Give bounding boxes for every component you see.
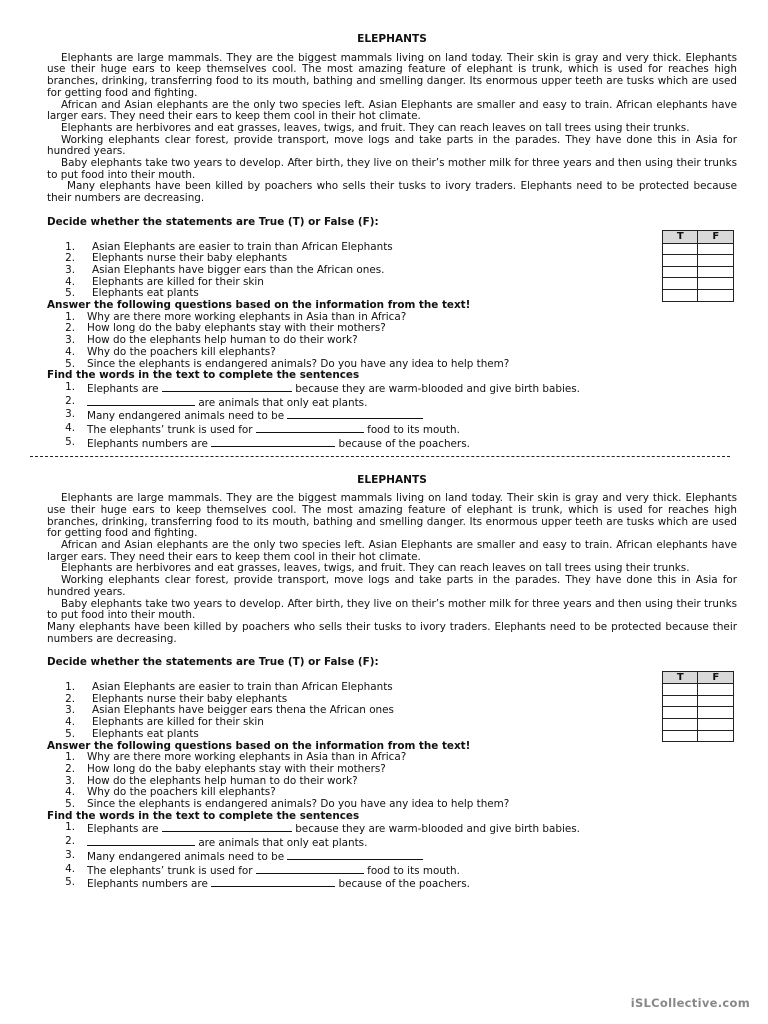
questions-instruction: Answer the following questions based on the information from the text!	[47, 739, 471, 752]
item-text: Asian Elephants are easier to train than African Elephants	[92, 681, 393, 694]
item-number: 1.	[65, 380, 75, 393]
true-false-table	[662, 671, 734, 743]
answer-blank[interactable]	[162, 382, 292, 392]
item-text: Many endangered animals need to be	[87, 850, 285, 863]
list-item	[47, 382, 737, 396]
worksheet-copy-1	[47, 34, 737, 451]
tf-statements	[47, 242, 737, 301]
list-item	[47, 423, 737, 437]
paragraph-diet: Elephants are herbivores and eat grasses, leaves, twigs, and fruit. They can reach leaves on tall trees using their trunks.	[61, 121, 690, 134]
fill-in-list	[47, 822, 737, 891]
tf-cell[interactable]	[698, 255, 734, 267]
item-text: Asian Elephants are easier to train than African Elephants	[92, 240, 393, 253]
item-number: 4.	[65, 862, 75, 875]
tf-header-false: F	[698, 231, 734, 244]
paragraph-working: Working elephants clear forest, provide transport, move logs and take parts in the parades. They have done this in Asia for hundred years.	[47, 574, 737, 598]
item-number: 5.	[65, 357, 75, 370]
item-number: 3.	[65, 408, 75, 421]
questions-instruction: Answer the following questions based on the information from the text!	[47, 299, 471, 312]
paragraph-diet: Elephants are herbivores and eat grasses, leaves, twigs, and fruit. They can reach leaves on tall trees using their trunks.	[61, 562, 690, 575]
list-item	[47, 265, 737, 277]
tf-statements	[47, 682, 737, 741]
paragraph-babies: Baby elephants take two years to develop. After birth, they live on their’s mother milk for three years and then using their trunks to put food into their mouth.	[47, 597, 737, 622]
item-number: 5.	[65, 798, 75, 811]
tf-cell[interactable]	[698, 243, 734, 255]
item-number: 1.	[65, 681, 75, 694]
item-number: 2.	[65, 835, 75, 848]
item-number: 2.	[65, 762, 75, 775]
worksheet-title: ELEPHANTS	[357, 473, 427, 486]
true-false-table	[662, 230, 734, 302]
item-number: 1.	[65, 751, 75, 764]
answer-blank[interactable]	[287, 850, 423, 860]
paragraph-intro: Elephants are large mammals. They are the biggest mammals living on land today. Their skin is gray and very thick. Elephants use their huge ears to keep themselves cool. The most amazing feature of elephant is trunk, which is used for reaches high branches, drinking, transferring food to its mouth, bathing and smelling danger. Its enormous upper teeth are tusks which are used for getting food and fighting.	[47, 492, 737, 540]
worksheet-copy-2	[47, 475, 737, 892]
item-text: Elephants eat plants	[92, 727, 199, 740]
tf-cell[interactable]	[698, 266, 734, 278]
tf-cell[interactable]	[698, 695, 734, 707]
tf-cell[interactable]	[698, 730, 734, 742]
item-text: because they are warm-blooded and give birth babies.	[295, 823, 580, 836]
item-text: Many endangered animals need to be	[87, 410, 285, 423]
item-text: because of the poachers.	[338, 878, 470, 891]
item-text: are animals that only eat plants.	[198, 837, 368, 850]
tf-cell[interactable]	[698, 684, 734, 696]
item-text: food to its mouth.	[367, 864, 460, 877]
answer-blank[interactable]	[162, 822, 292, 832]
list-item	[47, 409, 737, 423]
item-number: 2.	[65, 252, 75, 265]
item-text: Since the elephants is endangered animals? Do you have any idea to help them?	[87, 357, 510, 370]
tf-cell[interactable]	[663, 684, 698, 696]
tf-cell[interactable]	[698, 718, 734, 730]
item-number: 3.	[65, 334, 75, 347]
list-item	[47, 396, 737, 410]
answer-blank[interactable]	[287, 409, 423, 419]
tf-header-false: F	[698, 671, 734, 684]
list-item	[47, 822, 737, 836]
paragraph-species: African and Asian elephants are the only two species left. Asian Elephants are smaller and easy to train. African elephants have larger ears. They need their ears to keep them cool in their hot climate.	[47, 98, 737, 123]
item-text: because they are warm-blooded and give birth babies.	[295, 382, 580, 395]
item-text: Elephants numbers are	[87, 437, 208, 450]
answer-blank[interactable]	[87, 396, 195, 406]
item-text: food to its mouth.	[367, 424, 460, 437]
item-number: 4.	[65, 716, 75, 729]
paragraph-babies: Baby elephants take two years to develop. After birth, they live on their’s mother milk for three years and then using their trunks to put food into their mouth.	[47, 157, 737, 181]
tf-cell[interactable]	[663, 707, 698, 719]
list-item	[47, 864, 737, 878]
item-text: Why are there more working elephants in Asia than in Africa?	[87, 751, 407, 764]
item-number: 5.	[65, 727, 75, 740]
tf-header-true: T	[663, 231, 698, 244]
item-text: Elephants nurse their baby elephants	[92, 252, 288, 265]
item-text: Elephants are	[87, 382, 159, 395]
item-text: Elephants are killed for their skin	[92, 275, 264, 288]
tf-cell[interactable]	[663, 266, 698, 278]
questions-list	[47, 312, 737, 371]
paragraph-poachers: Many elephants have been killed by poachers who sells their tusks to ivory traders. Elephants need to be protected because their numbers are decreasing.	[47, 180, 737, 205]
tf-cell[interactable]	[663, 695, 698, 707]
item-text: Elephants are killed for their skin	[92, 716, 264, 729]
cut-line-divider	[30, 456, 730, 457]
list-item	[47, 682, 737, 694]
list-item	[47, 877, 737, 891]
item-text: Why are there more working elephants in Asia than in Africa?	[87, 310, 407, 323]
item-number: 4.	[65, 422, 75, 435]
fill-in-list	[47, 382, 737, 451]
item-number: 5.	[65, 876, 75, 889]
item-number: 1.	[65, 821, 75, 834]
answer-blank[interactable]	[211, 877, 335, 887]
item-text: because of the poachers.	[338, 437, 470, 450]
item-text: Elephants are	[87, 823, 159, 836]
item-number: 3.	[65, 704, 75, 717]
tf-instruction: Decide whether the statements are True (T) or False (F):	[47, 215, 379, 228]
item-number: 5.	[65, 287, 75, 300]
answer-blank[interactable]	[256, 423, 364, 433]
tf-cell[interactable]	[663, 255, 698, 267]
fill-instruction: Find the words in the text to complete the sentences	[47, 369, 360, 382]
answer-blank[interactable]	[256, 864, 364, 874]
item-number: 3.	[65, 774, 75, 787]
paragraph-poachers: Many elephants have been killed by poachers who sells their tusks to ivory traders. Elephants need to be protected because their numbers are decreasing.	[47, 620, 737, 645]
paragraph-working: Working elephants clear forest, provide transport, move logs and take parts in the parades. They have done this in Asia for hundred years.	[47, 133, 737, 158]
tf-instruction: Decide whether the statements are True (T) or False (F):	[47, 656, 379, 669]
list-item	[47, 437, 737, 451]
item-number: 4.	[65, 786, 75, 799]
answer-blank[interactable]	[87, 836, 195, 846]
item-number: 4.	[65, 275, 75, 288]
item-number: 1.	[65, 240, 75, 253]
item-number: 5.	[65, 435, 75, 448]
item-number: 4.	[65, 345, 75, 358]
item-text: are animals that only eat plants.	[198, 396, 368, 409]
list-item	[47, 836, 737, 850]
item-number: 1.	[65, 310, 75, 323]
item-number: 3.	[65, 263, 75, 276]
item-text: How long do the baby elephants stay with their mothers?	[87, 762, 386, 775]
item-text: Asian Elephants have beigger ears thena the African ones	[92, 704, 394, 717]
item-text: Asian Elephants have bigger ears than the African ones.	[92, 263, 385, 276]
tf-cell[interactable]	[663, 718, 698, 730]
tf-cell[interactable]	[698, 278, 734, 290]
worksheet-title: ELEPHANTS	[357, 33, 427, 45]
tf-cell[interactable]	[663, 290, 698, 302]
item-text: Elephants nurse their baby elephants	[92, 692, 288, 705]
item-number: 2.	[65, 692, 75, 705]
list-item	[47, 347, 737, 359]
tf-cell[interactable]	[663, 243, 698, 255]
item-text: Since the elephants is endangered animals? Do you have any idea to help them?	[87, 798, 510, 811]
item-text: How long do the baby elephants stay with their mothers?	[87, 322, 386, 335]
item-number: 2.	[65, 322, 75, 335]
item-text: The elephants’ trunk is used for	[87, 864, 253, 877]
item-number: 2.	[65, 394, 75, 407]
site-watermark: iSLCollective.com	[630, 996, 750, 1011]
questions-list	[47, 752, 737, 811]
tf-header-true: T	[663, 671, 698, 684]
tf-cell[interactable]	[698, 290, 734, 302]
paragraph-species: African and Asian elephants are the only two species left. Asian Elephants are smaller and easy to train. African elephants have larger ears. They need their ears to keep them cool in their hot climate.	[47, 539, 737, 563]
item-text: Elephants numbers are	[87, 878, 208, 891]
paragraph-intro: Elephants are large mammals. They are the biggest mammals living on land today. Their skin is gray and very thick. Elephants use their huge ears to keep themselves cool. The most amazing feature of elephant is trunk, which is used for reaches high branches, drinking, transferring food to its mouth, bathing and smelling danger. Its enormous upper teeth are tusks which are used for getting food and fighting.	[47, 51, 737, 99]
item-text: Why do the poachers kill elephants?	[87, 345, 276, 358]
item-text: The elephants’ trunk is used for	[87, 424, 253, 437]
worksheet-page	[47, 34, 737, 891]
fill-instruction: Find the words in the text to complete the sentences	[47, 809, 360, 822]
item-text: Why do the poachers kill elephants?	[87, 786, 276, 799]
item-text: Elephants eat plants	[92, 287, 199, 300]
list-item	[47, 729, 737, 741]
list-item	[47, 850, 737, 864]
tf-cell[interactable]	[663, 278, 698, 290]
tf-cell[interactable]	[663, 730, 698, 742]
item-number: 3.	[65, 848, 75, 861]
tf-cell[interactable]	[698, 707, 734, 719]
item-text: How do the elephants help human to do their work?	[87, 774, 358, 787]
answer-blank[interactable]	[211, 437, 335, 447]
list-item	[47, 764, 737, 776]
item-text: How do the elephants help human to do their work?	[87, 334, 358, 347]
